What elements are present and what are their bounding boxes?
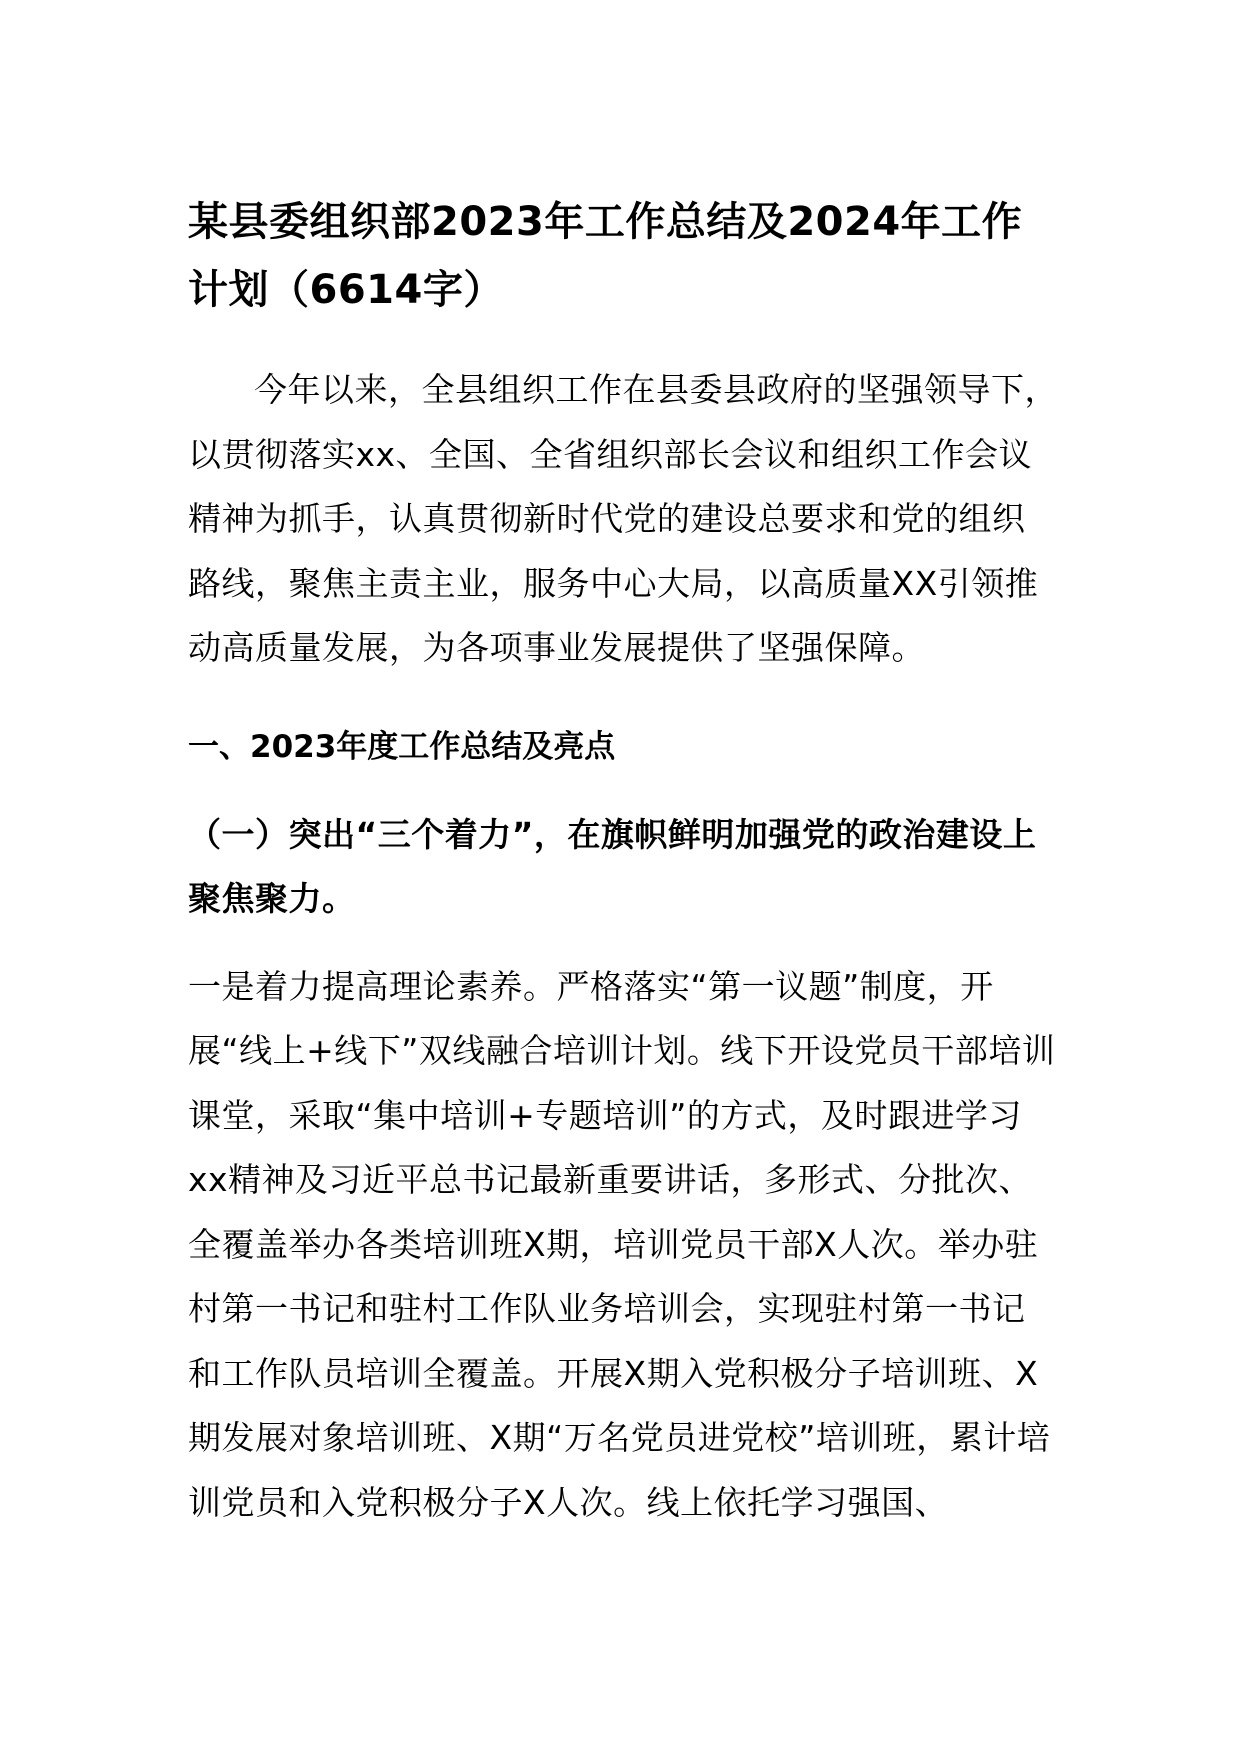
section-heading: 一、2023年度工作总结及亮点	[188, 728, 616, 765]
intro-paragraph: 今年以来，全县组织工作在县委县政府的坚强领导下，以贯彻落实xx、全国、全省组织部长会议和组织工作会议精神为抓手，认真贯彻新时代党的建设总要求和党的组织路线，聚焦主责主业，服务中心大局，以高质量XX引领推动高质量发展，为各项事业发展提供了坚强保障。	[188, 370, 1058, 667]
body-paragraph: 一是着力提高理论素养。严格落实“第一议题”制度，开展“线上+线下”双线融合培训计划。线下开设党员干部培训课堂，采取“集中培训+专题培训”的方式，及时跟进学习xx精神及习近平总书记最新重要讲话，多形式、分批次、全覆盖举办各类培训班X期，培训党员干部X人次。举办驻村第一书记和驻村工作队业务培训会，实现驻村第一书记和工作队员培训全覆盖。开展X期入党积极分子培训班、X期发展对象培训班、X期“万名党员进党校”培训班，累计培训党员和入党积极分子X人次。线上依托学习强国、	[188, 966, 1056, 1522]
document-body	[188, 188, 1058, 1535]
document-title: 某县委组织部2023年工作总结及2024年工作计划（6614字）	[188, 199, 1023, 313]
subsection-heading: （一）突出“三个着力”，在旗帜鲜明加强党的政治建设上聚焦聚力。	[188, 814, 1037, 918]
